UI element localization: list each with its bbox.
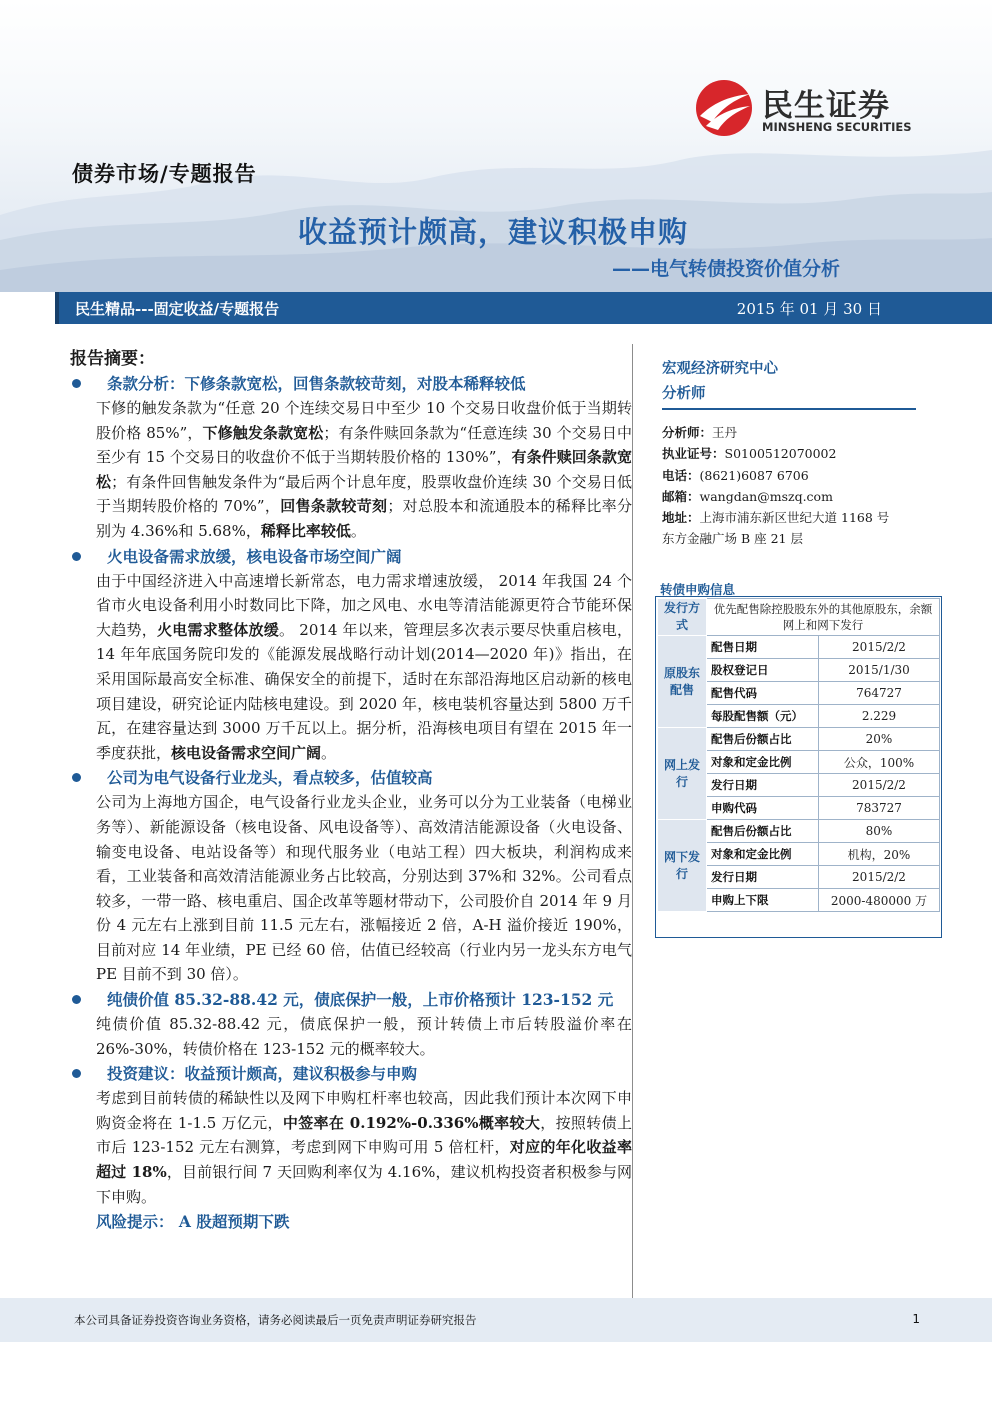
paragraph-text: 。 2014 年以来，管理层多次表示要尽快重启核电，14 年年底国务院印发的《能源发展战略行动计划(2014—2020 年)》指出，在采用国际最高安全标准、确保安全的前提下，适时在东部沿海地区启动新的核电项目建设，研究论证内陆核电建设。到 2020 年，核电装机容量达到 5800 万千瓦，在建容量达到 3000 万千瓦以上。据分析，沿海核电项目有望在 2015 年一季度获批， xyxy=(96,620,632,762)
emphasis-text: 中签率在 0.192%-0.336%概率较大 xyxy=(282,1113,541,1132)
contact-value: 东方金融广场 B 座 21 层 xyxy=(662,531,803,547)
paragraph-text: ；有条件赎回条款为“任意连续 30 个交易日中至少有 15 个交易日的收盘价不低于当期转股价格的 130%”， xyxy=(96,423,632,467)
bullet-icon xyxy=(72,995,81,1004)
issue-field-label: 配售日期 xyxy=(707,636,819,659)
footer-disclaimer: 本公司具备证券投资咨询业务资格，请务必阅读最后一页免责声明证券研究报告 xyxy=(74,1313,477,1327)
bullet-icon xyxy=(72,1069,81,1078)
contact-value: S0100512070002 xyxy=(724,446,837,462)
issue-field-label: 配售代码 xyxy=(707,682,819,705)
emphasis-text: 下修触发条款宽松 xyxy=(202,423,324,442)
section-paragraph xyxy=(70,396,632,544)
section-heading xyxy=(70,371,632,396)
category-band xyxy=(55,292,992,324)
issue-info-table xyxy=(657,598,940,912)
page-footer xyxy=(0,1298,992,1342)
report-date: 2015 年 01 月 30 日 xyxy=(736,300,882,318)
paragraph-text: ；对总股本和流通股本的稀释比率分别为 4.36%和 5.68%， xyxy=(96,497,632,540)
report-title: 收益预计颇高，建议积极申购 xyxy=(298,215,689,249)
contact-label: 邮箱： xyxy=(662,488,700,504)
logo-english-name: MINSHENG SECURITIES xyxy=(762,120,912,134)
table-row xyxy=(658,728,940,751)
contact-value: 上海市浦东新区世纪大道 1168 号 xyxy=(699,510,890,526)
section-heading xyxy=(70,544,632,569)
report-category: 民生精品---固定收益/专题报告 xyxy=(75,300,280,318)
issue-group-label: 原股东配售 xyxy=(658,636,707,728)
issue-field-value: 20% xyxy=(819,728,940,751)
issue-field-value: 2015/2/2 xyxy=(819,866,940,889)
section-heading-text: 条款分析：下修条款宽松，回售条款较苛刻，对股本稀释较低 xyxy=(107,374,526,393)
issue-field-label: 发行日期 xyxy=(707,866,819,889)
research-center: 宏观经济研究中心 xyxy=(662,360,778,377)
issue-field-label: 申购上下限 xyxy=(707,889,819,912)
section-heading-text: 火电设备需求放缓，核电设备市场空间广阔 xyxy=(107,546,402,566)
analyst-role: 分析师 xyxy=(662,385,706,402)
paragraph-text: 由于中国经济进入中高速增长新常态，电力需求增速放缓， 2014 年我国 24 个省市火电设备利用小时数同比下降，加之风电、水电等清洁能源更符合节能环保大趋势， xyxy=(96,571,632,639)
report-subtitle: ——电气转债投资价值分析 xyxy=(612,258,841,280)
issue-field-value: 公众，100% xyxy=(819,751,940,774)
issue-group-label: 网下发行 xyxy=(658,820,707,912)
contact-label: 分析师： xyxy=(662,425,713,440)
contact-row xyxy=(662,507,924,528)
issue-group-label: 网上发行 xyxy=(658,728,707,820)
section-paragraph xyxy=(70,1012,632,1061)
paragraph-text: 公司为上海地方国企，电气设备行业龙头企业，业务可以分为工业装备（电梯业务等）、新能源设备（核电设备、风电设备等）、高效清洁能源设备（火电设备、输变电设备、电站设备等）和现代服务业（电站工程）四大板块，利润构成来看，工业装备和高效清洁能源业务占比较高，分别达到 37%和 32%。公司看点较多，一带一路、核电重启、国企改革等题材带动下，公司股价自 2014 年 9 月份 4 元左右上涨到目前 11.5 元左右，涨幅接近 2 倍，A-H 溢价接近 190%，目前对应 14 年业绩，PE 已经 60 倍，估值已经较高（行业内另一龙头东方电气 PE 目前不到 30 倍）。 xyxy=(96,793,632,984)
section-heading-text: 投资建议：收益预计颇高，建议积极参与申购 xyxy=(107,1064,418,1084)
header-banner xyxy=(0,0,992,292)
issue-field-value: 机构，20% xyxy=(819,843,940,866)
emphasis-text: 有条件赎回条款宽松 xyxy=(96,448,632,491)
issue-field-value: 783727 xyxy=(819,797,940,820)
summary-column xyxy=(70,344,632,1234)
summary-sections xyxy=(70,371,632,1209)
issue-method-label: 发行方式 xyxy=(658,599,707,636)
issue-field-label: 配售后份额占比 xyxy=(707,728,819,751)
issue-field-label: 对象和定金比例 xyxy=(707,843,819,866)
company-logo xyxy=(694,78,924,138)
issue-info-title: 转债申购信息 xyxy=(660,582,736,597)
section-paragraph xyxy=(70,569,632,766)
table-row xyxy=(658,599,940,636)
contact-label: 地址： xyxy=(662,510,700,526)
emphasis-text: 稀释比率较低 xyxy=(260,521,351,540)
analyst-divider xyxy=(662,408,916,410)
contact-row xyxy=(662,443,924,464)
minsheng-logo-icon xyxy=(694,78,754,138)
page-number: 1 xyxy=(912,1312,920,1326)
emphasis-text: 核电设备需求空间广阔 xyxy=(171,743,322,762)
section-heading xyxy=(70,1061,632,1086)
paragraph-text: 考虑到目前转债的稀缺性以及网下申购杠杆率也较高，因此我们预计本次网下申购资金将在 1-1.5 万亿元， xyxy=(96,1089,632,1132)
risk-warning: 风险提示： A 股超预期下跌 xyxy=(96,1212,290,1232)
section-heading-text: 纯债价值 85.32-88.42 元，债底保护一般，上市价格预计 123-152 元 xyxy=(107,990,614,1010)
paragraph-text: ，按照转债上市后 123-152 元左右测算，考虑到网下申购可用 5 倍杠杆， xyxy=(96,1113,632,1157)
table-row xyxy=(658,636,940,659)
table-row xyxy=(658,820,940,843)
paragraph-text: 纯债价值 85.32-88.42 元，债底保护一般，预计转债上市后转股溢价率在 26%-30%，转债价格在 123-152 元的概率较大。 xyxy=(96,1015,632,1058)
issue-field-value: 2015/1/30 xyxy=(819,659,940,682)
analyst-contact xyxy=(662,422,924,550)
emphasis-text: 回售条款较苛刻 xyxy=(280,497,388,516)
emphasis-text: 对应的年化收益率超过 18% xyxy=(96,1138,632,1182)
issue-field-label: 对象和定金比例 xyxy=(707,751,819,774)
contact-row xyxy=(662,486,924,507)
issue-field-label: 股权登记日 xyxy=(707,659,819,682)
contact-label: 执业证号： xyxy=(662,446,725,462)
issue-field-value: 764727 xyxy=(819,682,940,705)
issue-field-value: 2.229 xyxy=(819,705,940,728)
section-heading xyxy=(70,765,632,790)
issue-field-value: 2015/2/2 xyxy=(819,636,940,659)
bullet-icon xyxy=(72,379,81,388)
paragraph-text: ，目前银行间 7 天回购利率仅为 4.16%，建议机构投资者积极参与网下申购。 xyxy=(96,1163,632,1206)
summary-title: 报告摘要： xyxy=(70,349,155,369)
column-divider xyxy=(632,344,633,1299)
paragraph-text: ；有条件回售触发条件为“最后两个计息年度，股票收盘价连续 30 个交易日低于当期转股价格的 70%”， xyxy=(96,472,632,516)
paragraph-text: 下修的触发条款为“任意 20 个连续交易日中至少 10 个交易日收盘价低于当期转股价格 85%”， xyxy=(96,399,632,442)
issue-field-value: 2015/2/2 xyxy=(819,774,940,797)
contact-value: wangdan@mszq.com xyxy=(699,488,833,504)
issue-field-value: 80% xyxy=(819,820,940,843)
issue-field-label: 每股配售额（元） xyxy=(707,705,819,728)
issue-field-value: 2000-480000 万 xyxy=(819,889,940,912)
issue-field-label: 发行日期 xyxy=(707,774,819,797)
mountain-backdrop xyxy=(0,120,992,292)
paragraph-text: 。 xyxy=(350,521,366,540)
contact-value: (8621)6087 6706 xyxy=(699,467,809,483)
section-paragraph xyxy=(70,1086,632,1209)
bullet-icon xyxy=(72,773,81,782)
section-heading-text: 公司为电气设备行业龙头，看点较多，估值较高 xyxy=(107,768,433,788)
paragraph-text: 。 xyxy=(321,743,337,762)
document-type: 债券市场/专题报告 xyxy=(72,161,257,186)
contact-row xyxy=(662,465,924,486)
contact-row xyxy=(662,528,924,549)
logo-chinese-name: 民生证券 xyxy=(762,88,890,124)
section-heading xyxy=(70,987,632,1012)
section-paragraph xyxy=(70,790,632,987)
bullet-icon xyxy=(72,552,81,561)
issue-field-label: 申购代码 xyxy=(707,797,819,820)
issue-method-value: 优先配售除控股股东外的其他原股东，余额网上和网下发行 xyxy=(707,599,940,636)
emphasis-text: 火电需求整体放缓 xyxy=(157,620,280,639)
issue-field-label: 配售后份额占比 xyxy=(707,820,819,843)
contact-value: 王丹 xyxy=(712,425,738,440)
contact-row xyxy=(662,422,924,443)
analyst-panel xyxy=(662,356,924,550)
contact-label: 电话： xyxy=(662,467,700,483)
